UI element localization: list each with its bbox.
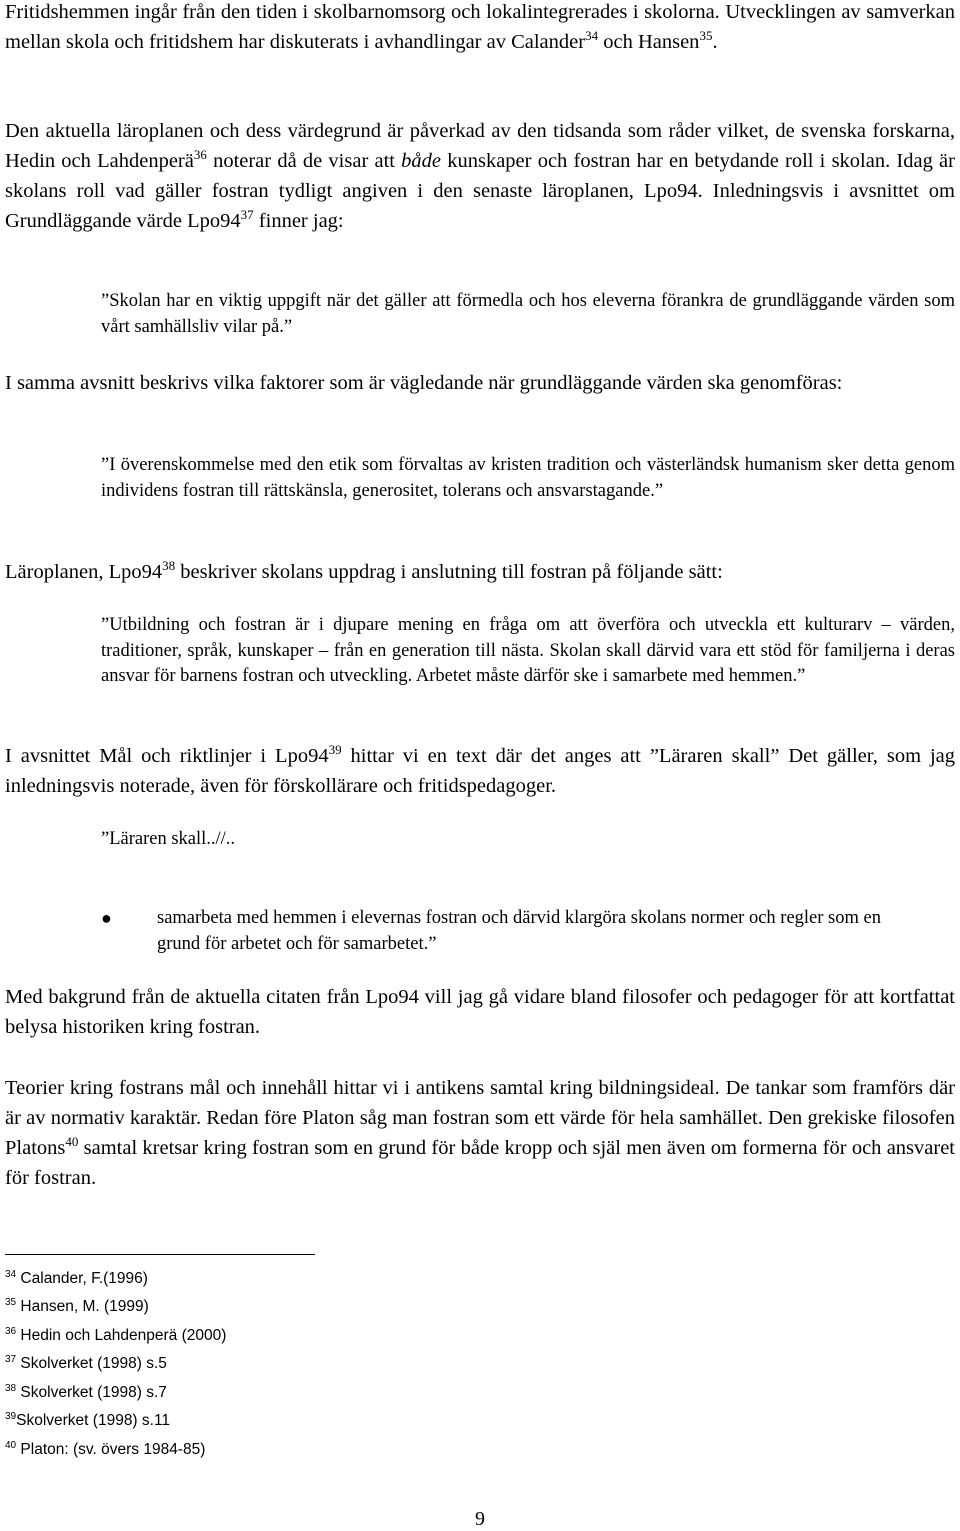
quote-block: ”Läraren skall..//..	[101, 829, 236, 849]
text: Teorier kring fostrans mål och innehåll hittar vi i antikens samtal kring bildningsideal. De tankar som framförs där är av normativ karaktär. Redan före Platon såg man fostran som ett värde för hela samhället. Den grekiske filosofen Platons	[5, 1077, 955, 1159]
text: Den aktuella läroplanen och dess värdegrund är påverkad av den tidsanda som råder vilket, de svenska forskarna, Hedin och Lahdenperä	[5, 120, 955, 172]
footnote	[5, 1326, 226, 1346]
footnote	[5, 1269, 148, 1289]
footnote-ref: 35	[699, 28, 713, 44]
paragraph-teorier	[5, 1073, 955, 1193]
footnote-number: 38	[5, 1382, 17, 1394]
paragraph-bakgrund: Med bakgrund från de aktuella citaten från Lpo94 vill jag gå vidare bland filosofer och pedagoger för att kortfattat belysa historiken kring fostran.	[5, 986, 955, 1038]
paragraph-samma-avsnitt: I samma avsnitt beskrivs vilka faktorer som är vägledande när grundläggande värden ska genomföras:	[5, 372, 843, 394]
footnote-ref: 36	[193, 147, 207, 163]
footnote-number: 37	[5, 1353, 17, 1365]
page-number: 9	[475, 1508, 485, 1530]
bullet-icon: ●	[101, 908, 112, 928]
quote-block: ”Utbildning och fostran är i djupare mening en fråga om att överföra och utveckla ett kulturarv – värden, traditioner, språk, kunskaper – från en generation till nästa. Skolan skall därvid vara ett stöd för familjerna i deras ansvar för barnens fostran och utveckling. Arbetet måste därför ske i samarbete med hemmen.”	[101, 615, 955, 686]
footnote-ref: 40	[65, 1134, 79, 1150]
footnote-text: Calander, F.(1996)	[16, 1270, 148, 1287]
footnote-number: 34	[5, 1268, 17, 1280]
footnote-ref: 38	[162, 558, 176, 574]
footnote-ref: 37	[240, 207, 254, 223]
footnote-text: Skolverket (1998) s.5	[16, 1355, 167, 1372]
footnote	[5, 1383, 167, 1403]
paragraph-mal-riktlinjer	[5, 741, 955, 801]
footnote-number: 40	[5, 1439, 17, 1451]
footnote-number: 36	[5, 1325, 17, 1337]
footnote	[5, 1440, 205, 1460]
text: beskriver skolans uppdrag i anslutning till fostran på följande sätt:	[175, 561, 723, 583]
emphasis: både	[401, 150, 442, 172]
text: hittar vi en text där det anges att ”Läraren skall” Det gäller, som jag inledningsvis noterade, även för förskollärare och fritidspedagoger.	[5, 745, 956, 797]
text: Fritidshemmen ingår från den tiden i skolbarnomsorg och lokalintegrerades i skolorna. Utvecklingen av samverkan mellan skola och fritidshem har diskuterats i avhandlingar av Calander	[5, 1, 955, 53]
text: samtal kretsar kring fostran som en grund för både kropp och själ men även om formerna för och ansvaret för fostran.	[5, 1137, 955, 1189]
footnote-number: 39	[5, 1410, 17, 1422]
text: noterar då de visar att	[206, 150, 402, 172]
paragraph-intro	[5, 0, 955, 57]
paragraph-laroplan	[5, 116, 955, 236]
text: I avsnittet Mål och riktlinjer i Lpo94	[5, 745, 329, 767]
footnote-divider	[5, 1254, 315, 1255]
footnote-text: Skolverket (1998) s.7	[16, 1384, 167, 1401]
text: kunskaper och fostran har en betydande roll i skolan. Idag är skolans roll vad gäller fostran tydligt angiven i den senaste läroplanen, Lpo94. Inledningsvis i avsnittet om Grundläggande värde Lpo94	[5, 150, 955, 232]
list-item-text: samarbeta med hemmen i elevernas fostran och därvid klargöra skolans normer och regler som en grund för arbetet och för samarbetet.”	[157, 908, 881, 954]
footnote-number: 35	[5, 1296, 17, 1308]
text: Läroplanen, Lpo94	[5, 561, 163, 583]
footnote	[5, 1354, 167, 1374]
quote-block: ”Skolan har en viktig uppgift när det gäller att förmedla och hos eleverna förankra de grundläggande värden som vårt samhällsliv vilar på.”	[101, 291, 955, 337]
text: finner jag:	[253, 210, 344, 232]
footnote	[5, 1297, 149, 1317]
footnote-ref: 34	[585, 28, 599, 44]
paragraph-uppdrag	[5, 557, 955, 587]
footnote-text: Hedin och Lahdenperä (2000)	[16, 1327, 227, 1344]
footnote	[5, 1411, 170, 1431]
footnote-text: Skolverket (1998) s.11	[16, 1412, 171, 1429]
text: och Hansen	[598, 31, 700, 53]
quote-block: ”I överenskommelse med den etik som förvaltas av kristen tradition och västerländsk humanism sker detta genom individens fostran till rättskänsla, generositet, tolerans och ansvarstagande.”	[101, 455, 955, 501]
footnote-text: Hansen, M. (1999)	[16, 1298, 149, 1315]
list-item	[101, 905, 955, 957]
footnote-text: Platon: (sv. övers 1984-85)	[16, 1441, 206, 1458]
text: .	[712, 31, 718, 53]
footnote-ref: 39	[328, 742, 342, 758]
